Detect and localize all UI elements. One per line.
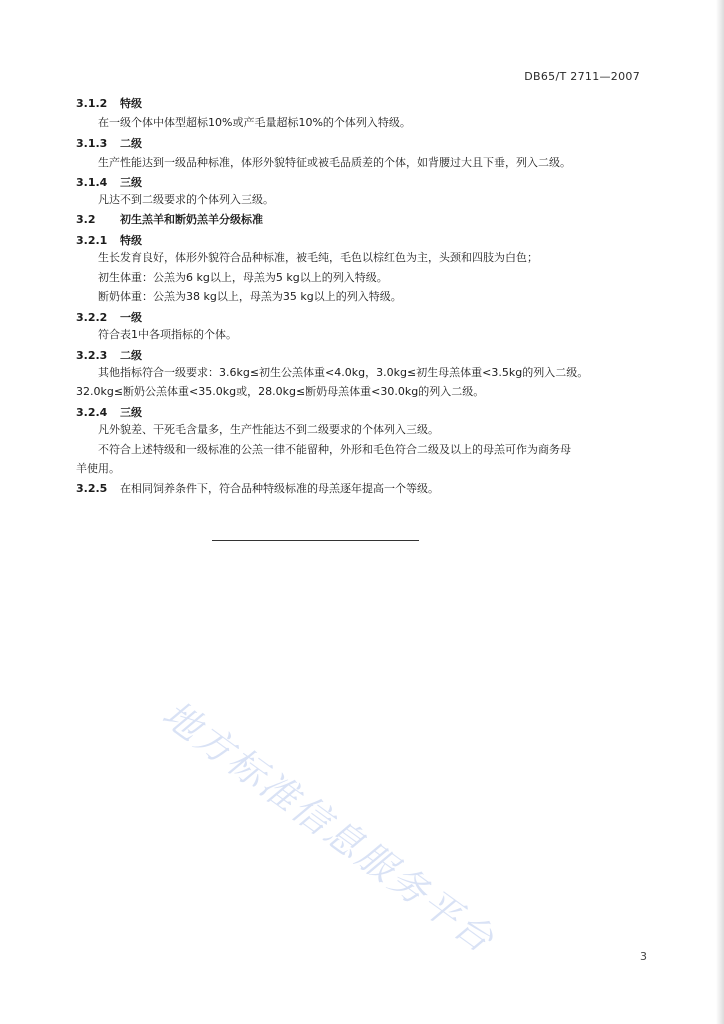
paragraph: 在一级个体中体型超标10%或产毛量超标10%的个体列入特级。 bbox=[98, 116, 411, 129]
paragraph: 断奶体重：公羔为38 kg以上，母羔为35 kg以上的列入特级。 bbox=[98, 290, 402, 303]
paragraph: 凡达不到二级要求的个体列入三级。 bbox=[98, 193, 274, 206]
section-heading: 3.2 初生羔羊和断奶羔羊分级标准 bbox=[76, 213, 263, 226]
watermark-text: 地方标准信息服务平台 bbox=[154, 692, 504, 963]
section-heading: 3.1.2 特级 bbox=[76, 97, 142, 110]
scan-edge-shading bbox=[716, 0, 724, 1024]
end-rule bbox=[212, 540, 419, 541]
paragraph: 生长发育良好，体形外貌符合品种标准，被毛纯，毛色以棕红色为主，头颈和四肢为白色； bbox=[98, 251, 538, 264]
section-heading: 3.2.4 三级 bbox=[76, 406, 142, 419]
paragraph: 羊使用。 bbox=[76, 462, 120, 475]
paragraph: 32.0kg≤断奶公羔体重<35.0kg或，28.0kg≤断奶母羔体重<30.0kg的列入二级。 bbox=[76, 385, 485, 398]
section-heading: 3.2.3 二级 bbox=[76, 349, 142, 362]
section-heading: 3.2.2 一级 bbox=[76, 311, 142, 324]
document-code: DB65/T 2711—2007 bbox=[524, 70, 640, 83]
section-heading: 3.1.4 三级 bbox=[76, 176, 142, 189]
section-heading: 3.2.5 在相同饲养条件下，符合品种特级标准的母羔逐年提高一个等级。 bbox=[76, 482, 439, 495]
paragraph: 不符合上述特级和一级标准的公羔一律不能留种，外形和毛色符合二级及以上的母羔可作为商务母 bbox=[98, 443, 571, 456]
paragraph: 生产性能达到一级品种标准，体形外貌特征或被毛品质差的个体，如背腰过大且下垂，列入二级。 bbox=[98, 156, 571, 169]
paragraph: 其他指标符合一级要求：3.6kg≤初生公羔体重<4.0kg，3.0kg≤初生母羔体重<3.5kg的列入二级。 bbox=[98, 366, 589, 379]
paragraph: 初生体重：公羔为6 kg以上，母羔为5 kg以上的列入特级。 bbox=[98, 271, 388, 284]
section-heading: 3.2.1 特级 bbox=[76, 234, 142, 247]
paragraph: 凡外貌差、干死毛含量多，生产性能达不到二级要求的个体列入三级。 bbox=[98, 423, 439, 436]
section-heading: 3.1.3 二级 bbox=[76, 137, 142, 150]
page-number: 3 bbox=[640, 950, 647, 963]
paragraph: 符合表1中各项指标的个体。 bbox=[98, 328, 237, 341]
